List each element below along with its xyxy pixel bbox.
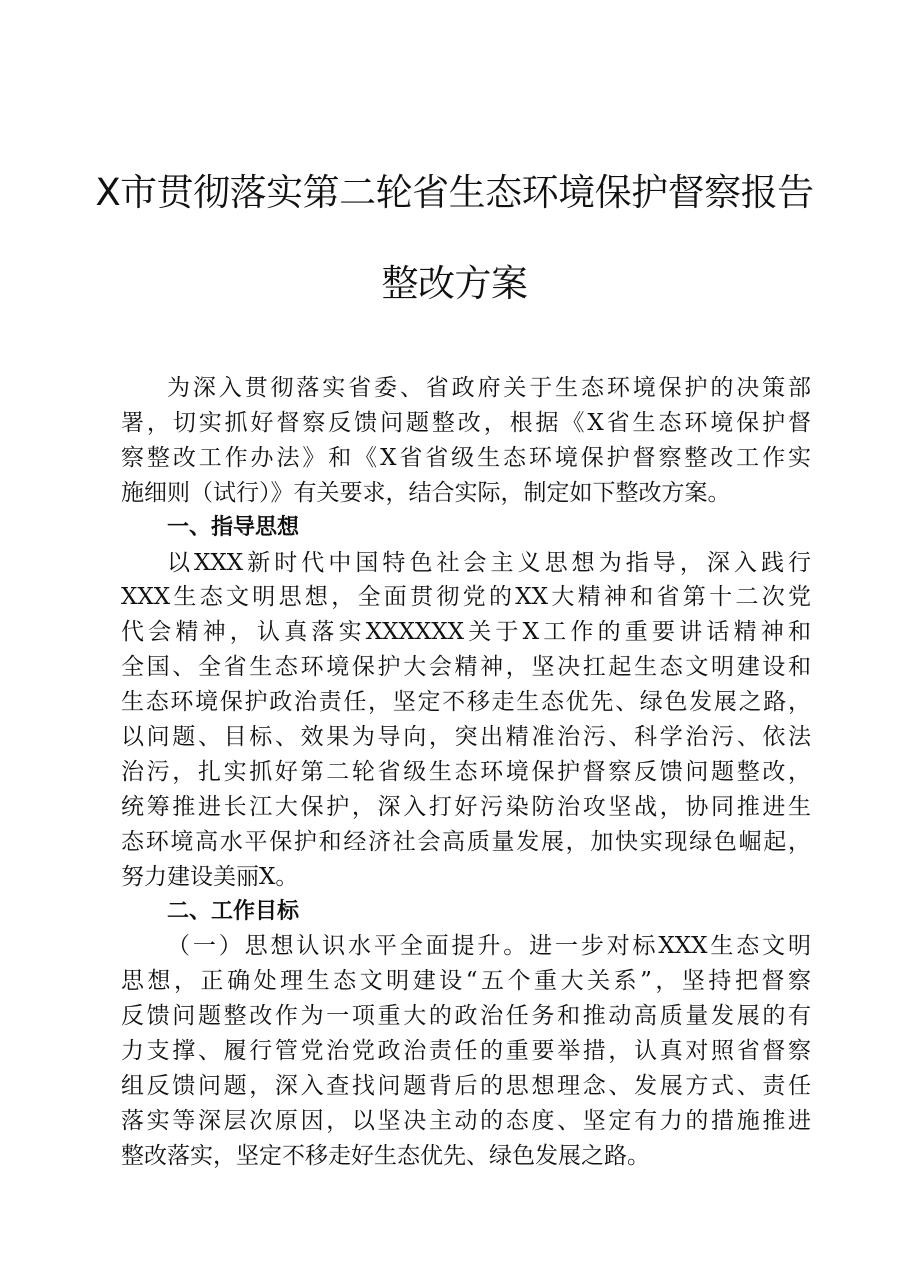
paragraph-line: XXX生态文明思想，全面贯彻党的XX大精神和省第十二次党 (121, 584, 811, 611)
document-title-line-2: 整改方案 (381, 262, 528, 305)
paragraph-line: 治污，扎实抓好第二轮省级生态环境保护督察反馈问题整改， (121, 758, 811, 785)
document-body (121, 371, 811, 1169)
paragraph-line: 思想，正确处理生态文明建设“五个重大关系”，坚持把督察 (121, 968, 811, 995)
paragraph-line: 察整改工作办法》和《X省省级生态环境保护督察整改工作实 (121, 444, 811, 471)
paragraph-line: 为深入贯彻落实省委、省政府关于生态环境保护的决策部 (167, 375, 811, 401)
paragraph-line: 以问题、目标、效果为导向，突出精准治污、科学治污、依法 (121, 724, 811, 750)
paragraph-line: 落实等深层次原因，以坚决主动的态度、坚定有力的措施推进 (121, 1107, 811, 1134)
paragraph-line: 施细则（试行）》有关要求，结合实际，制定如下整改方案。 (121, 479, 731, 506)
paragraph-line: 努力建设美丽X。 (121, 863, 299, 890)
document-title-line-1: X市贯彻落实第二轮省生态环境保护督察报告 (95, 171, 814, 214)
paragraph-line: 以XXX新时代中国特色社会主义思想为指导，深入践行 (167, 549, 811, 576)
paragraph-line: 组反馈问题，深入查找问题背后的思想理念、发展方式、责任 (121, 1073, 811, 1099)
paragraph-line: 统筹推进长江大保护，深入打好污染防治攻坚战，协同推进生 (121, 793, 811, 820)
paragraph-line: 力支撑、履行管党治党政治责任的重要举措，认真对照省督察 (121, 1038, 811, 1065)
paragraph-line: 态环境高水平保护和经济社会高质量发展，加快实现绿色崛起， (121, 828, 811, 855)
paragraph-line: 全国、全省生态环境保护大会精神，坚决扛起生态文明建设和 (121, 654, 811, 681)
paragraph-line: 整改落实，坚定不移走好生态优先、绿色发展之路。 (121, 1142, 650, 1169)
paragraph-line: 反馈问题整改作为一项重大的政治任务和推动高质量发展的有 (121, 1003, 811, 1030)
paragraph-line: 代会精神，认真落实XXXXXX关于X工作的重要讲话精神和 (121, 619, 811, 646)
paragraph-line: （一）思想认识水平全面提升。进一步对标XXX生态文明 (167, 933, 811, 960)
paragraph-line: 生态环境保护政治责任，坚定不移走生态优先、绿色发展之路， (121, 689, 811, 716)
section-heading: 二、工作目标 (167, 898, 300, 924)
paragraph-line: 署，切实抓好督察反馈问题整改，根据《X省生态环境保护督 (121, 409, 811, 436)
section-heading: 一、指导思想 (167, 514, 300, 540)
